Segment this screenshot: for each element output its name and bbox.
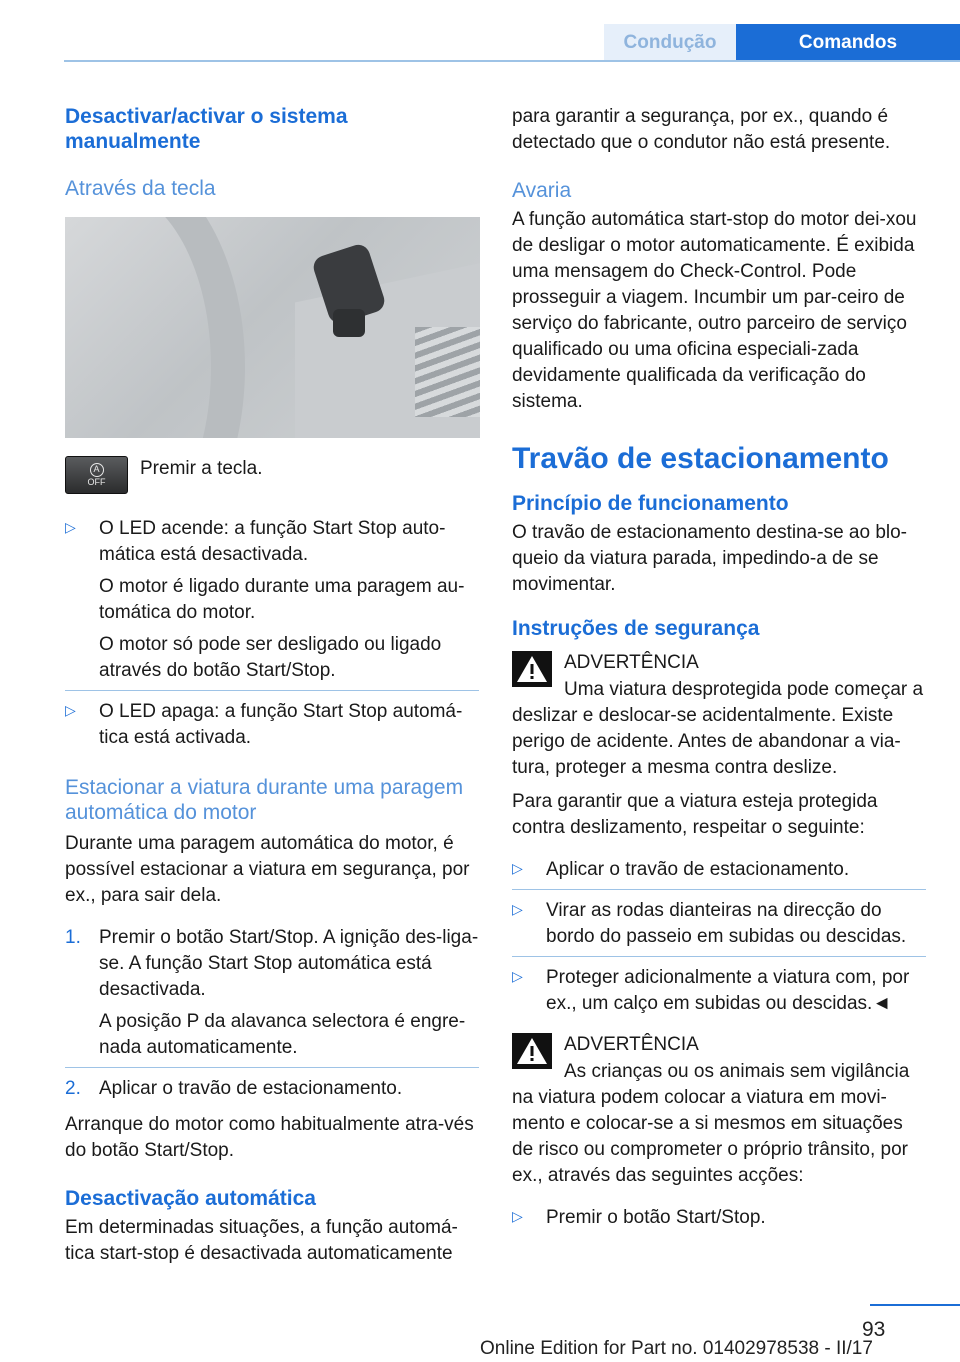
warning-block [512, 649, 926, 677]
page-number: 93 [862, 1318, 886, 1341]
page-header [0, 24, 960, 62]
heading-tecla: Através da tecla [65, 177, 216, 200]
heading-avaria: Avaria [512, 179, 572, 202]
para-arranque: Arranque do motor como habitualmente atra-vés do botão Start/Stop. [65, 1114, 474, 1161]
warning-title: ADVERTÊNCIA [564, 652, 699, 673]
heading-instrucoes: Instruções de segurança [512, 617, 760, 640]
warning-icon [512, 651, 552, 687]
warning-icon [512, 1033, 552, 1069]
tab-conducao[interactable]: Condução [604, 24, 736, 62]
steps-list [65, 917, 479, 1108]
heading-travao: Travão de estacionamento [512, 442, 889, 475]
warning-text: As crianças ou os animais sem vigilância na viatura podem colocar a viatura em movi-mento e colocar-se a si mesmos em situações de risco ou comprometer o próprio trânsito, por ex., através das seguintes acções: [512, 1061, 910, 1186]
list-item: ▷ Virar as rodas dianteiras na direcção do bordo do passeio em subidas ou descidas. [512, 889, 926, 956]
heading-manual: Desactivar/activar o sistema manualmente [65, 105, 348, 153]
heading-auto: Desactivação automática [65, 1187, 316, 1210]
right-column [512, 104, 926, 1237]
para-avaria: A função automática start-stop do motor dei-xou de desligar o motor automaticamente. É exibida uma mensagem do Check-Control. Pode prosseguir a viagem. Incumbir um par-ceiro de serviço do fabricante, outro parceiro de serviço qualificado ou uma oficina especiali-zada devidamente qualificada da verificação do sistema. [512, 209, 917, 412]
triangle-bullet-icon: ▷ [512, 1208, 523, 1224]
para-auto: Em determinadas situações, a função automá-tica start-stop é desactivada automaticamente [65, 1217, 458, 1264]
triangle-bullet-icon: ▷ [65, 519, 76, 535]
para-continued: para garantir a segurança, por ex., quando é detectado que o condutor não está presente. [512, 106, 891, 153]
para-estacionar: Durante uma paragem automática do motor, é possível estacionar a viatura em segurança, por ex., para sair dela. [65, 833, 470, 906]
triangle-bullet-icon: ▷ [65, 702, 76, 718]
list-item: ▷ O LED acende: a função Start Stop auto-mática está desactivada. O motor é ligado durante uma paragem au-tomática do motor. O motor só pode ser desligado ou ligado através do botão Start/Stop. [65, 508, 479, 690]
heading-principio: Princípio de funcionamento [512, 492, 789, 515]
triangle-bullet-icon: ▷ [512, 968, 523, 984]
left-column [65, 104, 479, 1267]
warning-text: Uma viatura desprotegida pode começar a deslizar e deslocar-se acidentalmente. Existe perigo de acidente. Antes de abandonar a via-tura, proteger a mesma contra deslize. [512, 679, 924, 778]
list-item: ▷ O LED apaga: a função Start Stop automá-tica está activada. [65, 690, 479, 757]
edition-text: Online Edition for Part no. 01402978538 - II/17 [480, 1338, 873, 1359]
list-item: ▷ Proteger adicionalmente a viatura com, por ex., um calço em subidas ou descidas.◄ [512, 956, 926, 1023]
list-item: ▷ Aplicar o travão de estacionamento. [512, 849, 926, 889]
para-garantir: Para garantir que a viatura esteja protegida contra deslizamento, respeitar o seguinte: [512, 791, 878, 838]
steering-stalk-photo [65, 217, 480, 438]
triangle-bullet-icon: ▷ [512, 860, 523, 876]
footer-rule [870, 1304, 960, 1306]
children-list [512, 1197, 926, 1237]
tab-comandos[interactable]: Comandos [736, 24, 960, 62]
parking-list [512, 849, 926, 1023]
list-item: 1. Premir o botão Start/Stop. A ignição des-liga-se. A função Start Stop automática está desactivada. A posição P da alavanca selectora é engre-nada automaticamente. [65, 927, 479, 1058]
key-instruction [65, 456, 479, 494]
warning-title: ADVERTÊNCIA [564, 1034, 699, 1055]
header-rule [64, 60, 960, 62]
list-item: 2. Aplicar o travão de estacionamento. [65, 1067, 479, 1108]
premir-text: Premir a tecla. [140, 458, 263, 479]
led-list [65, 508, 479, 757]
list-item: ▷ Premir o botão Start/Stop. [512, 1197, 926, 1237]
auto-start-stop-off-icon: A OFF [65, 456, 128, 494]
para-principio: O travão de estacionamento destina-se ao blo-queio da viatura parada, impedindo-a de se movimentar. [512, 522, 908, 595]
heading-estacionar: Estacionar a viatura durante uma paragem automática do motor [65, 776, 464, 824]
warning-block [512, 1031, 926, 1059]
triangle-bullet-icon: ▷ [512, 901, 523, 917]
